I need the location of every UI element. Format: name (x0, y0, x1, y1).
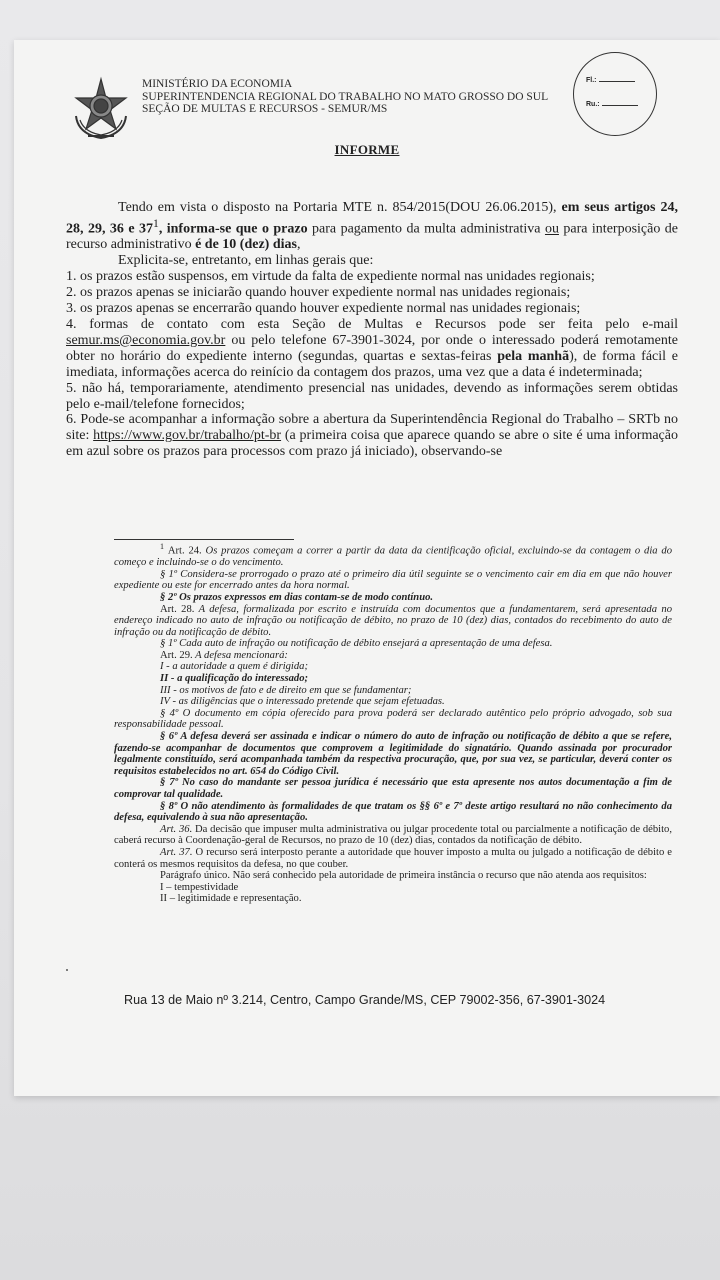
paragraph-intro: Tendo em vista o disposto na Portaria MTE n. 854/2015(DOU 26.06.2015), em seus artigos 24, 28, 29, 36 e $37^1$, informa-se que o prazo para pagamento da multa administrativa ou para interposição de recurso administrativo é de 10 (dez) dias, (66, 200, 678, 253)
footnote-art29-i: I - a autoridade a quem é dirigida; (160, 661, 308, 673)
page-speck (66, 969, 68, 971)
footnote-art29-p8: § 8º O não atendimento às formalidades de que tratam os §§ 6º e 7º deste artigo resultará no não conhecimento da defesa, equivalendo à sua não apresentação. (114, 800, 672, 824)
footnote (114, 541, 672, 905)
footer-address: Rua 13 de Maio nº 3.214, Centro, Campo Grande/MS, CEP 79002-356, 67-3901-3024 (124, 993, 606, 1007)
footnote-art29-p6: § 6º A defesa deverá ser assinada e indicar o número do auto de infração ou notificação de débito a que se refere, fazendo-se acompanhar de documentos que comprovem a legitimidade do signatário. Quando assinada por procurador legalmente constituído, será acompanhada também da respectiva procuração, que, por sua vez, se particular, deverá conter os requisitos estabelecidos no art. 654 do Código Civil. (114, 731, 672, 777)
footnote-art28-p1: § 1º Cada auto de infração ou notificação de débito ensejará a apresentação de uma defesa. (160, 638, 553, 650)
footnote-art29-iv: IV - as diligências que o interessado pretende que sejam efetuadas. (160, 696, 445, 708)
list-item: 3. os prazos apenas se encerrarão quando houver expediente normal nas unidades regionais; (66, 301, 581, 317)
paragraph-explicit: Explicita-se, entretanto, em linhas gerais que: (118, 253, 374, 269)
footnote-art37-pu: Parágrafo único. Não será conhecido pela autoridade de primeira instância o recurso que não atenda aos requisitos: (160, 870, 647, 882)
list-item: 5. não há, temporariamente, atendimento presencial nas unidades, devendo as informações serem obtidas pelo e-mail/telefone fornecidos; (66, 380, 678, 412)
footnote-art29: Art. 29. A defesa mencionará: (160, 649, 288, 661)
page-stamp (573, 52, 657, 136)
footnote-separator (114, 539, 294, 540)
list-item: 6. Pode-se acompanhar a informação sobre a abertura da Superintendência Regional do Trabalho – SRTb no site: https://www.gov.br/trabalho/pt-br (a primeira coisa que aparece quando se abre o site é uma informação em azul sobre os prazos para processos com prazo já iniciado), observando-se (66, 412, 678, 460)
footnote-art37: Art. 37. O recurso será interposto perante a autoridade que houver imposto a multa ou julgado a notificação de débito e conterá os mesmos requisitos da defesa, no que couber. (114, 846, 672, 870)
document-page (14, 40, 720, 1096)
brazil-coat-of-arms-icon (68, 76, 134, 142)
contact-email-link[interactable]: semur.ms@economia.gov.br (66, 332, 226, 348)
list-item: 4. formas de contato com esta Seção de Multas e Recursos pode ser feita pelo e-mail semur.ms@economia.gov.br ou pelo telefone 67-3901-3024, por onde o interessado poderá remotamente obter no horário do expediente interno (segundas, quartas e sextas-feiras pela manhã), de forma fácil e imediata, informações acerca do reinício da contagem dos prazos, uma vez que a data é indeterminada; (66, 317, 679, 380)
list-item: 2. os prazos apenas se iniciarão quando houver expediente normal nas unidades regionais; (66, 285, 571, 301)
footnote-art24: $^1$ Art. 24. Os prazos começam a correr a partir da data da cientificação oficial, excluindo-se da contagem o dia do começo e incluindo-se o do vencimento. (114, 542, 672, 569)
organization-header (142, 78, 548, 116)
document-body (66, 200, 678, 460)
list-item: 1. os prazos estão suspensos, em virtude da falta de expediente normal nas unidades regionais; (66, 269, 595, 285)
footnote-art24-p1: § 1º Considera-se prorrogado o prazo até o primeiro dia útil seguinte se o vencimento cair em dia em que não houver expediente ou este for encerrado antes da hora normal. (114, 568, 672, 592)
footnote-art37-ii: II – legitimidade e representação. (160, 893, 302, 905)
stamp-fl: Fl.: (586, 77, 635, 84)
gov-site-link[interactable]: https://www.gov.br/trabalho/pt-br (93, 428, 282, 444)
footnote-art37-i: I – tempestividade (160, 881, 239, 893)
footnote-art29-p4: § 4º O documento em cópia oferecido para prova poderá ser declarado autêntico pelo próprio advogado, sob sua responsabilidade pessoal. (114, 707, 672, 731)
footnote-art24-p2: § 2º Os prazos expressos em dias contam-se de modo contínuo. (160, 591, 434, 603)
footnote-art29-iii: III - os motivos de fato e de direito em que se fundamentar; (160, 684, 412, 696)
org-section: SEÇÃO DE MULTAS E RECURSOS - SEMUR/MS (142, 103, 388, 115)
org-superintendency: SUPERINTENDENCIA REGIONAL DO TRABALHO NO MATO GROSSO DO SUL (142, 90, 549, 103)
footnote-art28: Art. 28. A defesa, formalizada por escrito e instruída com documentos que a fundamentarem, será apresentada no endereço indicado no auto de infração ou notificação de débito, no prazo de 10 (dez) dias, contados do recebimento do auto de infração ou da notificação de débito. (114, 603, 672, 638)
footnote-art36: Art. 36. Da decisão que impuser multa administrativa ou julgar procedente total ou parcialmente a notificação de débito, caberá recurso à Coordenação-geral de Recursos, no prazo de 10 (dez) dias, contados da notificação de débito. (114, 823, 673, 847)
footnote-art29-ii: II - a qualificação do interessado; (160, 673, 309, 685)
org-ministry: MINISTÉRIO DA ECONOMIA (142, 78, 293, 90)
document-title: INFORME (334, 142, 400, 157)
footnote-art29-p7: § 7º No caso do mandante ser pessoa jurídica é necessário que esta apresente nos autos documentação a fim de comprovar tal qualidade. (114, 777, 672, 800)
stamp-ru: Ru.: (586, 101, 638, 108)
